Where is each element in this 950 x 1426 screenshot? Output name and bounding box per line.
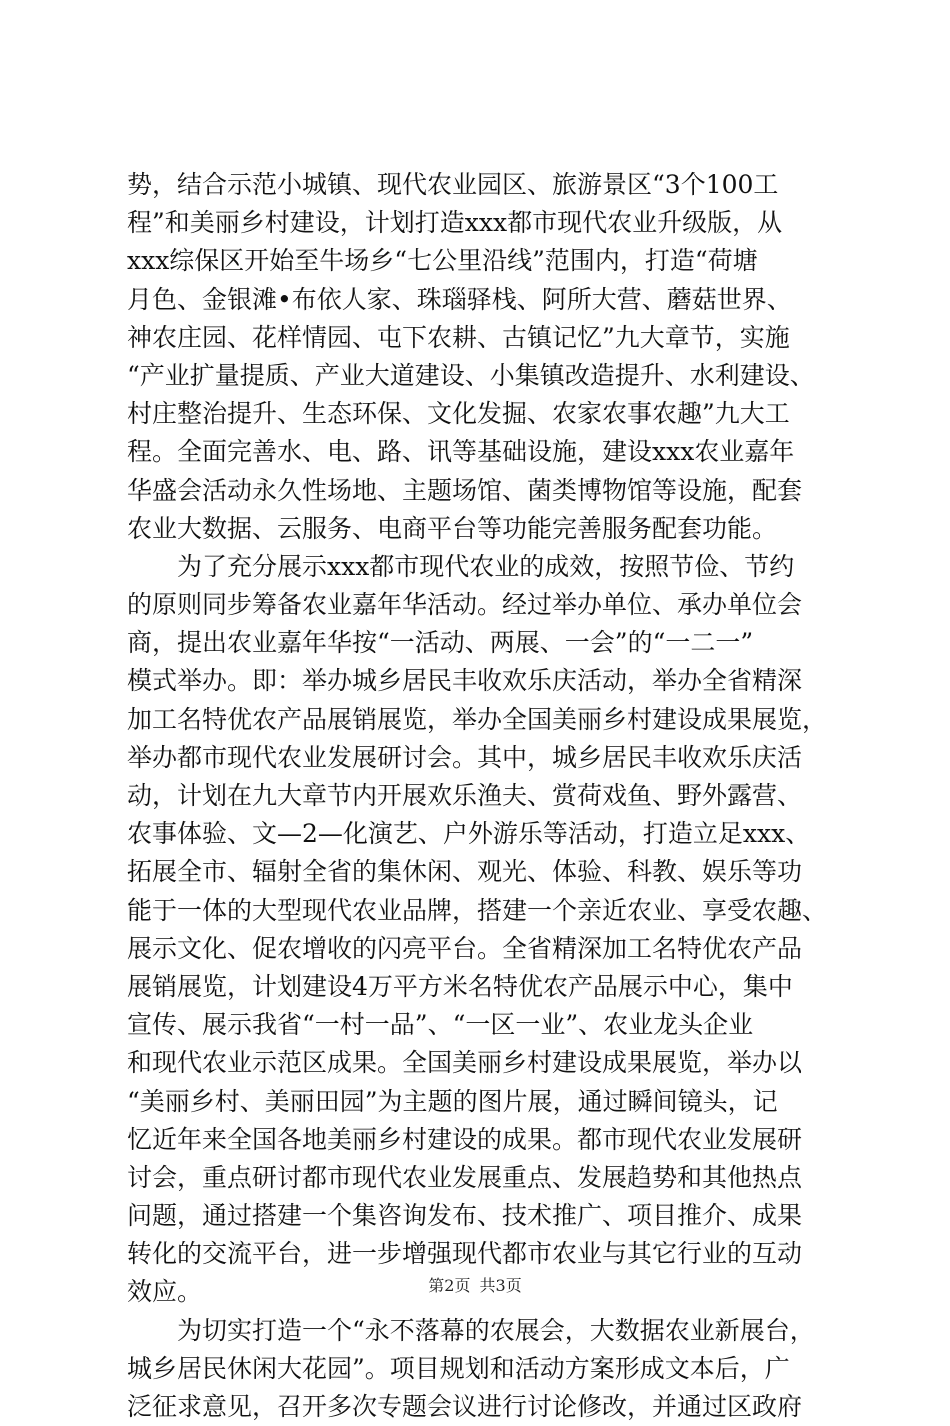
text-line: 模式举办。即：举办城乡居民丰收欢乐庆活动，举办全省精深 [127, 666, 803, 696]
text-line: 城乡居民休闲大花园”。项目规划和活动方案形成文本后，广 [127, 1353, 790, 1383]
text-line: 效应。 [127, 1277, 203, 1307]
text-line: 讨会，重点研讨都市现代农业发展重点、发展趋势和其他热点 [127, 1162, 803, 1192]
text-line: 忆近年来全国各地美丽乡村建设的成果。都市现代农业发展研 [127, 1124, 803, 1154]
text-line: 农事体验、文—2—化演艺、户外游乐等活动，打造立足xxx、 [127, 819, 811, 849]
text-line: 村庄整治提升、生态环保、文化发掘、农家农事农趣”九大工 [127, 399, 790, 429]
text-line: 转化的交流平台，进一步增强现代都市农业与其它行业的互动 [127, 1239, 803, 1269]
text-line: 华盛会活动永久性场地、主题场馆、菌类博物馆等设施，配套 [127, 475, 803, 505]
text-line: 农业大数据、云服务、电商平台等功能完善服务配套功能。 [127, 513, 778, 543]
text-line: 和现代农业示范区成果。全国美丽乡村建设成果展览，举办以 [127, 1048, 803, 1078]
text-line: “美丽乡村、美丽田园”为主题的图片展，通过瞬间镜头，记 [127, 1086, 778, 1116]
text-line: 问题，通过搭建一个集咨询发布、技术推广、项目推介、成果 [127, 1201, 803, 1231]
text-line: 举办都市现代农业发展研讨会。其中，城乡居民丰收欢乐庆活 [127, 742, 803, 772]
text-line: 展示文化、促农增收的闪亮平台。全省精深加工名特优农产品 [127, 933, 803, 963]
text-line: 展销展览，计划建设4万平方米名特优农产品展示中心，集中 [127, 971, 793, 1001]
document-body [127, 166, 849, 1426]
text-line: 月色、金银滩•布依人家、珠瑙驿栈、阿所大营、蘑菇世界、 [127, 284, 792, 314]
text-line: 拓展全市、辐射全省的集休闲、观光、体验、科教、娱乐等功 [127, 857, 803, 887]
text-line: 加工名特优农产品展销展览，举办全国美丽乡村建设成果展览， [127, 704, 828, 734]
page-total: 共3页 [479, 1276, 522, 1295]
text-line: 势，结合示范小城镇、现代农业园区、旅游景区“3个100工 [127, 170, 779, 199]
text-line: xxx综保区开始至牛场乡“七公里沿线”范围内，打造“荷塘 [127, 246, 758, 276]
text-line: 程”和美丽乡村建设，计划打造xxx都市现代农业升级版，从 [127, 208, 783, 238]
text-line: 为切实打造一个“永不落幕的农展会，大数据农业新展台， [127, 1315, 815, 1345]
text-line: 神农庄园、花样情园、屯下农耕、古镇记忆”九大章节，实施 [127, 322, 790, 352]
text-line: 泛征求意见，召开多次专题会议进行讨论修改，并通过区政府 [127, 1392, 803, 1421]
text-line: 宣传、展示我省“一村一品”、“一区一业”、农业龙头企业 [127, 1010, 754, 1040]
text-line: 动，计划在九大章节内开展欢乐渔夫、赏荷戏鱼、野外露营、 [127, 781, 803, 810]
page-footer [0, 1273, 950, 1296]
text-line: 程。全面完善水、电、路、讯等基础设施，建设xxx农业嘉年 [127, 437, 795, 467]
text-line: 为了充分展示xxx都市现代农业的成效，按照节俭、节约 [127, 551, 795, 581]
text-line: 能于一体的大型现代农业品牌，搭建一个亲近农业、享受农趣、 [127, 895, 828, 925]
text-line: “产业扩量提质、产业大道建设、小集镇改造提升、水利建设、 [127, 360, 815, 390]
text-line: 的原则同步筹备农业嘉年华活动。经过举办单位、承办单位会 [127, 590, 803, 620]
text-line: 商，提出农业嘉年华按“一活动、两展、一会”的“一二一” [127, 628, 754, 658]
page-number: 第2页 [428, 1276, 471, 1295]
